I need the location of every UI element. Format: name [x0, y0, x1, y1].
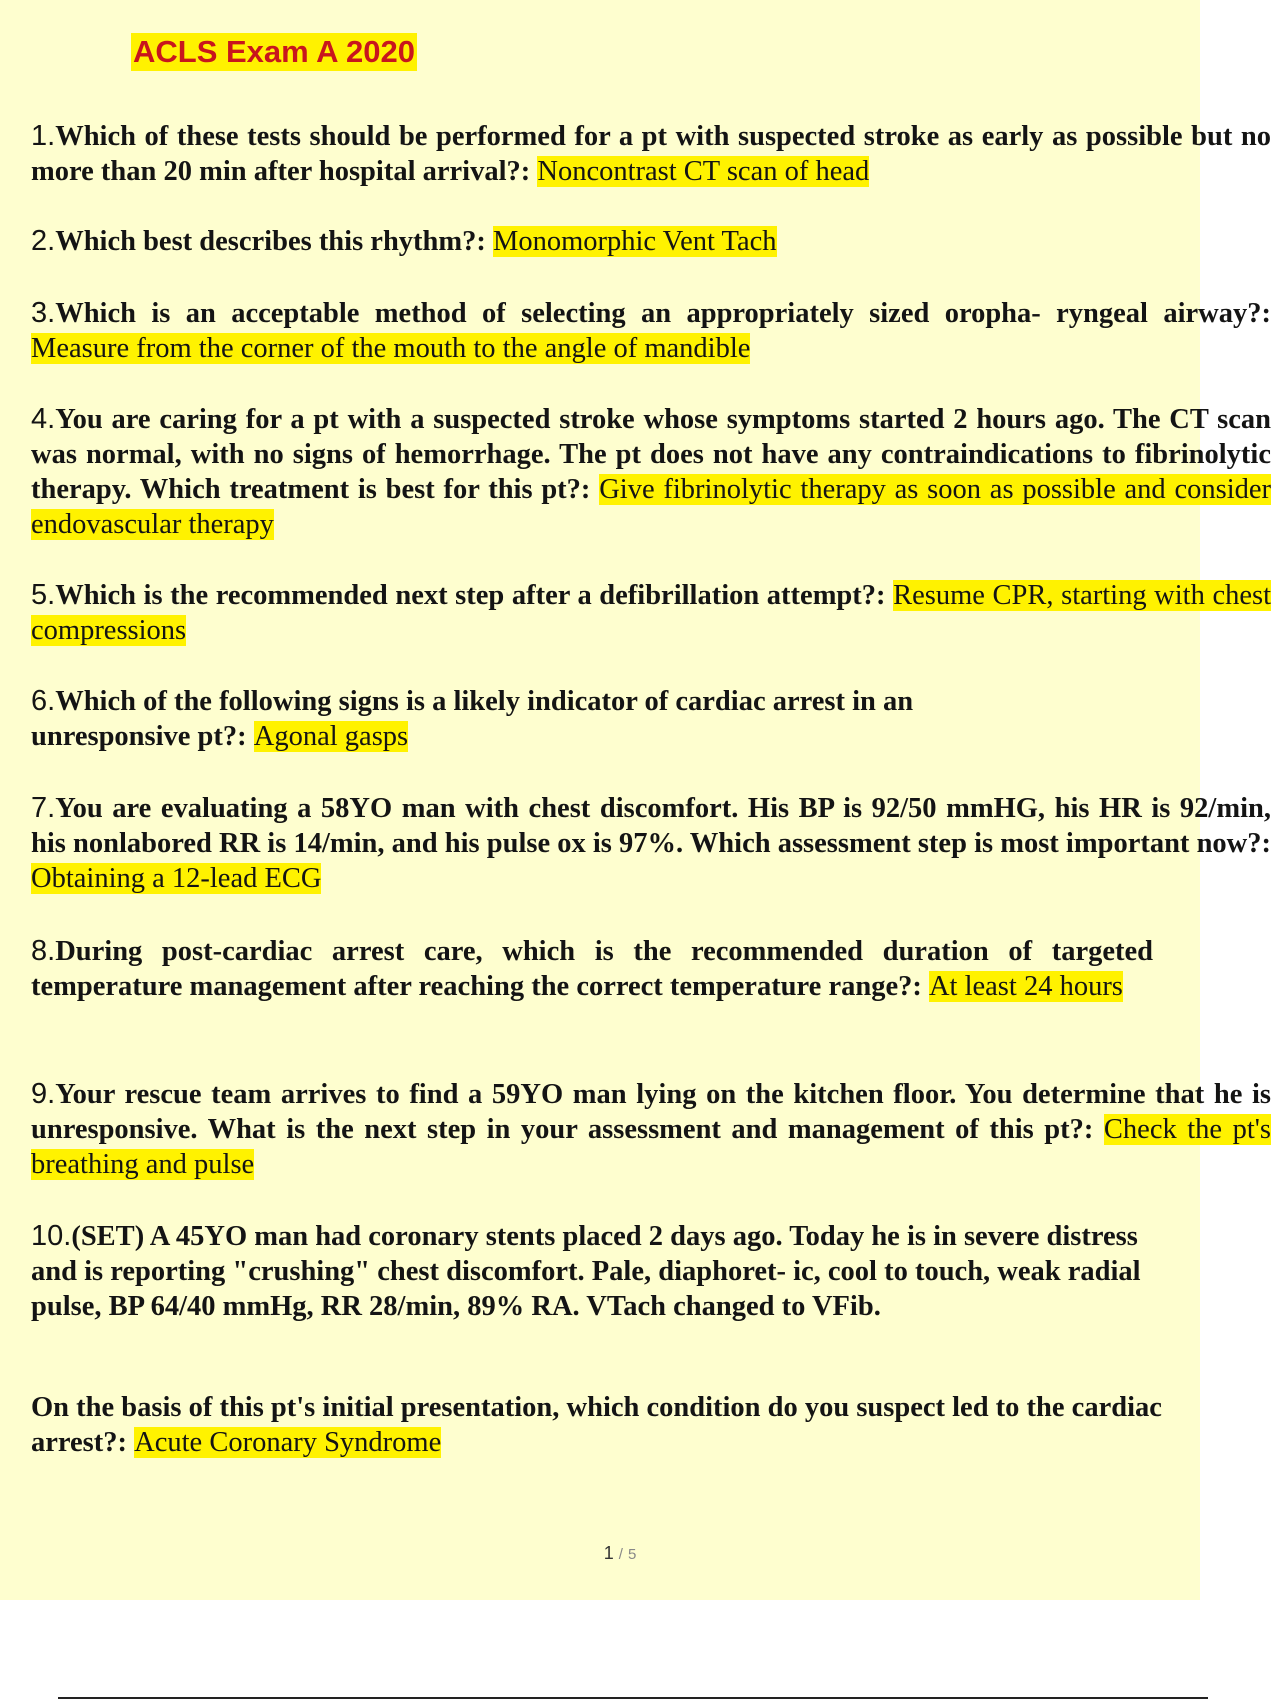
question-number: 9. [31, 1078, 56, 1110]
question-4 [31, 402, 1271, 542]
answer-highlight: Agonal gasps [253, 721, 409, 752]
question-text: Which is an acceptable method of selecting an appropriately sized oropha- ryngeal airway?: [55, 298, 1271, 329]
question-8 [31, 934, 1153, 1004]
page-number [0, 1543, 1240, 1564]
page-separator: / [618, 1546, 623, 1563]
answer-highlight: Monomorphic Vent Tach [493, 226, 777, 257]
question-number: 2. [31, 225, 56, 257]
question-text: You are caring for a pt with a suspected stroke whose symptoms started 2 hours ago. The CT scan was normal, with no signs of hemorrhage. The pt does not have any contraindications to fibrinolytic therapy. Which treatment is best for this pt?: [31, 404, 1271, 505]
question-number: 7. [31, 792, 56, 824]
answer-highlight: At least 24 hours [928, 971, 1123, 1002]
answer-highlight: Give fibrinolytic therapy as soon as possible and consider endovascular therapy [31, 474, 1271, 540]
question-text: Your rescue team arrives to find a 59YO man lying on the kitchen floor. You determine that he is unresponsive. What is the next step in your assessment and management of this pt?: [31, 1079, 1271, 1145]
answer-highlight: Obtaining a 12-lead ECG [31, 863, 322, 894]
question-number: 6. [31, 685, 56, 717]
question-number: 5. [31, 579, 56, 611]
question-text: Which best describes this rhythm?: [55, 226, 486, 257]
question-number: 3. [31, 297, 56, 329]
question-5 [31, 578, 1271, 648]
question-text: On the basis of this pt's initial presentation, which condition do you suspect led to the cardiac arrest?: [31, 1392, 1162, 1458]
question-number: 4. [31, 403, 56, 435]
answer-highlight: Check the pt's breathing and pulse [31, 1114, 1271, 1180]
answer-highlight: Resume CPR, starting with chest compressions [31, 580, 1271, 646]
document-title: ACLS Exam A 2020 [133, 34, 415, 69]
question-text: Which of these tests should be performed for a pt with suspected stroke as early as possible but no more than 20 min after hospital arrival?: [31, 121, 1271, 187]
question-2 [31, 224, 1271, 259]
bottom-divider [58, 1697, 1208, 1699]
question-9 [31, 1077, 1271, 1182]
question-number: 10. [31, 1220, 72, 1252]
question-text: You are evaluating a 58YO man with chest discomfort. His BP is 92/50 mmHG, his HR is 92/min, his nonlabored RR is 14/min, and his pulse ox is 97%. Which assessment step is most important now?: [31, 793, 1271, 859]
answer-highlight: Acute Coronary Syndrome [134, 1427, 442, 1458]
question-text: Which is the recommended next step after a defibrillation attempt?: [55, 580, 886, 611]
question-text: Which of the following signs is a likely indicator of cardiac arrest in an unresponsive pt?: [31, 686, 914, 752]
question-7 [31, 791, 1271, 896]
question-text: (SET) A 45YO man had coronary stents placed 2 days ago. Today he is in severe distress and is reporting "crushing" chest discomfort. Pale, diaphoret- ic, cool to touch, weak radial pulse, BP 64/40 mmHg, RR 28/min, 89% RA. VTach changed to VFib. [31, 1221, 1141, 1322]
question-number: 1. [31, 120, 56, 152]
answer-highlight: Noncontrast CT scan of head [537, 156, 870, 187]
current-page: 1 [603, 1543, 614, 1563]
question-1 [31, 119, 1271, 189]
question-number: 8. [31, 935, 56, 967]
question-10 [31, 1219, 1181, 1324]
total-pages: 5 [627, 1546, 637, 1563]
question-6 [31, 684, 1071, 754]
question-text: During post-cardiac arrest care, which is the recommended duration of targeted temperature management after reaching the correct temperature range?: [31, 936, 1153, 1002]
question-10-followup [31, 1390, 1181, 1460]
answer-highlight: Measure from the corner of the mouth to the angle of mandible [31, 333, 751, 364]
question-3 [31, 296, 1271, 366]
